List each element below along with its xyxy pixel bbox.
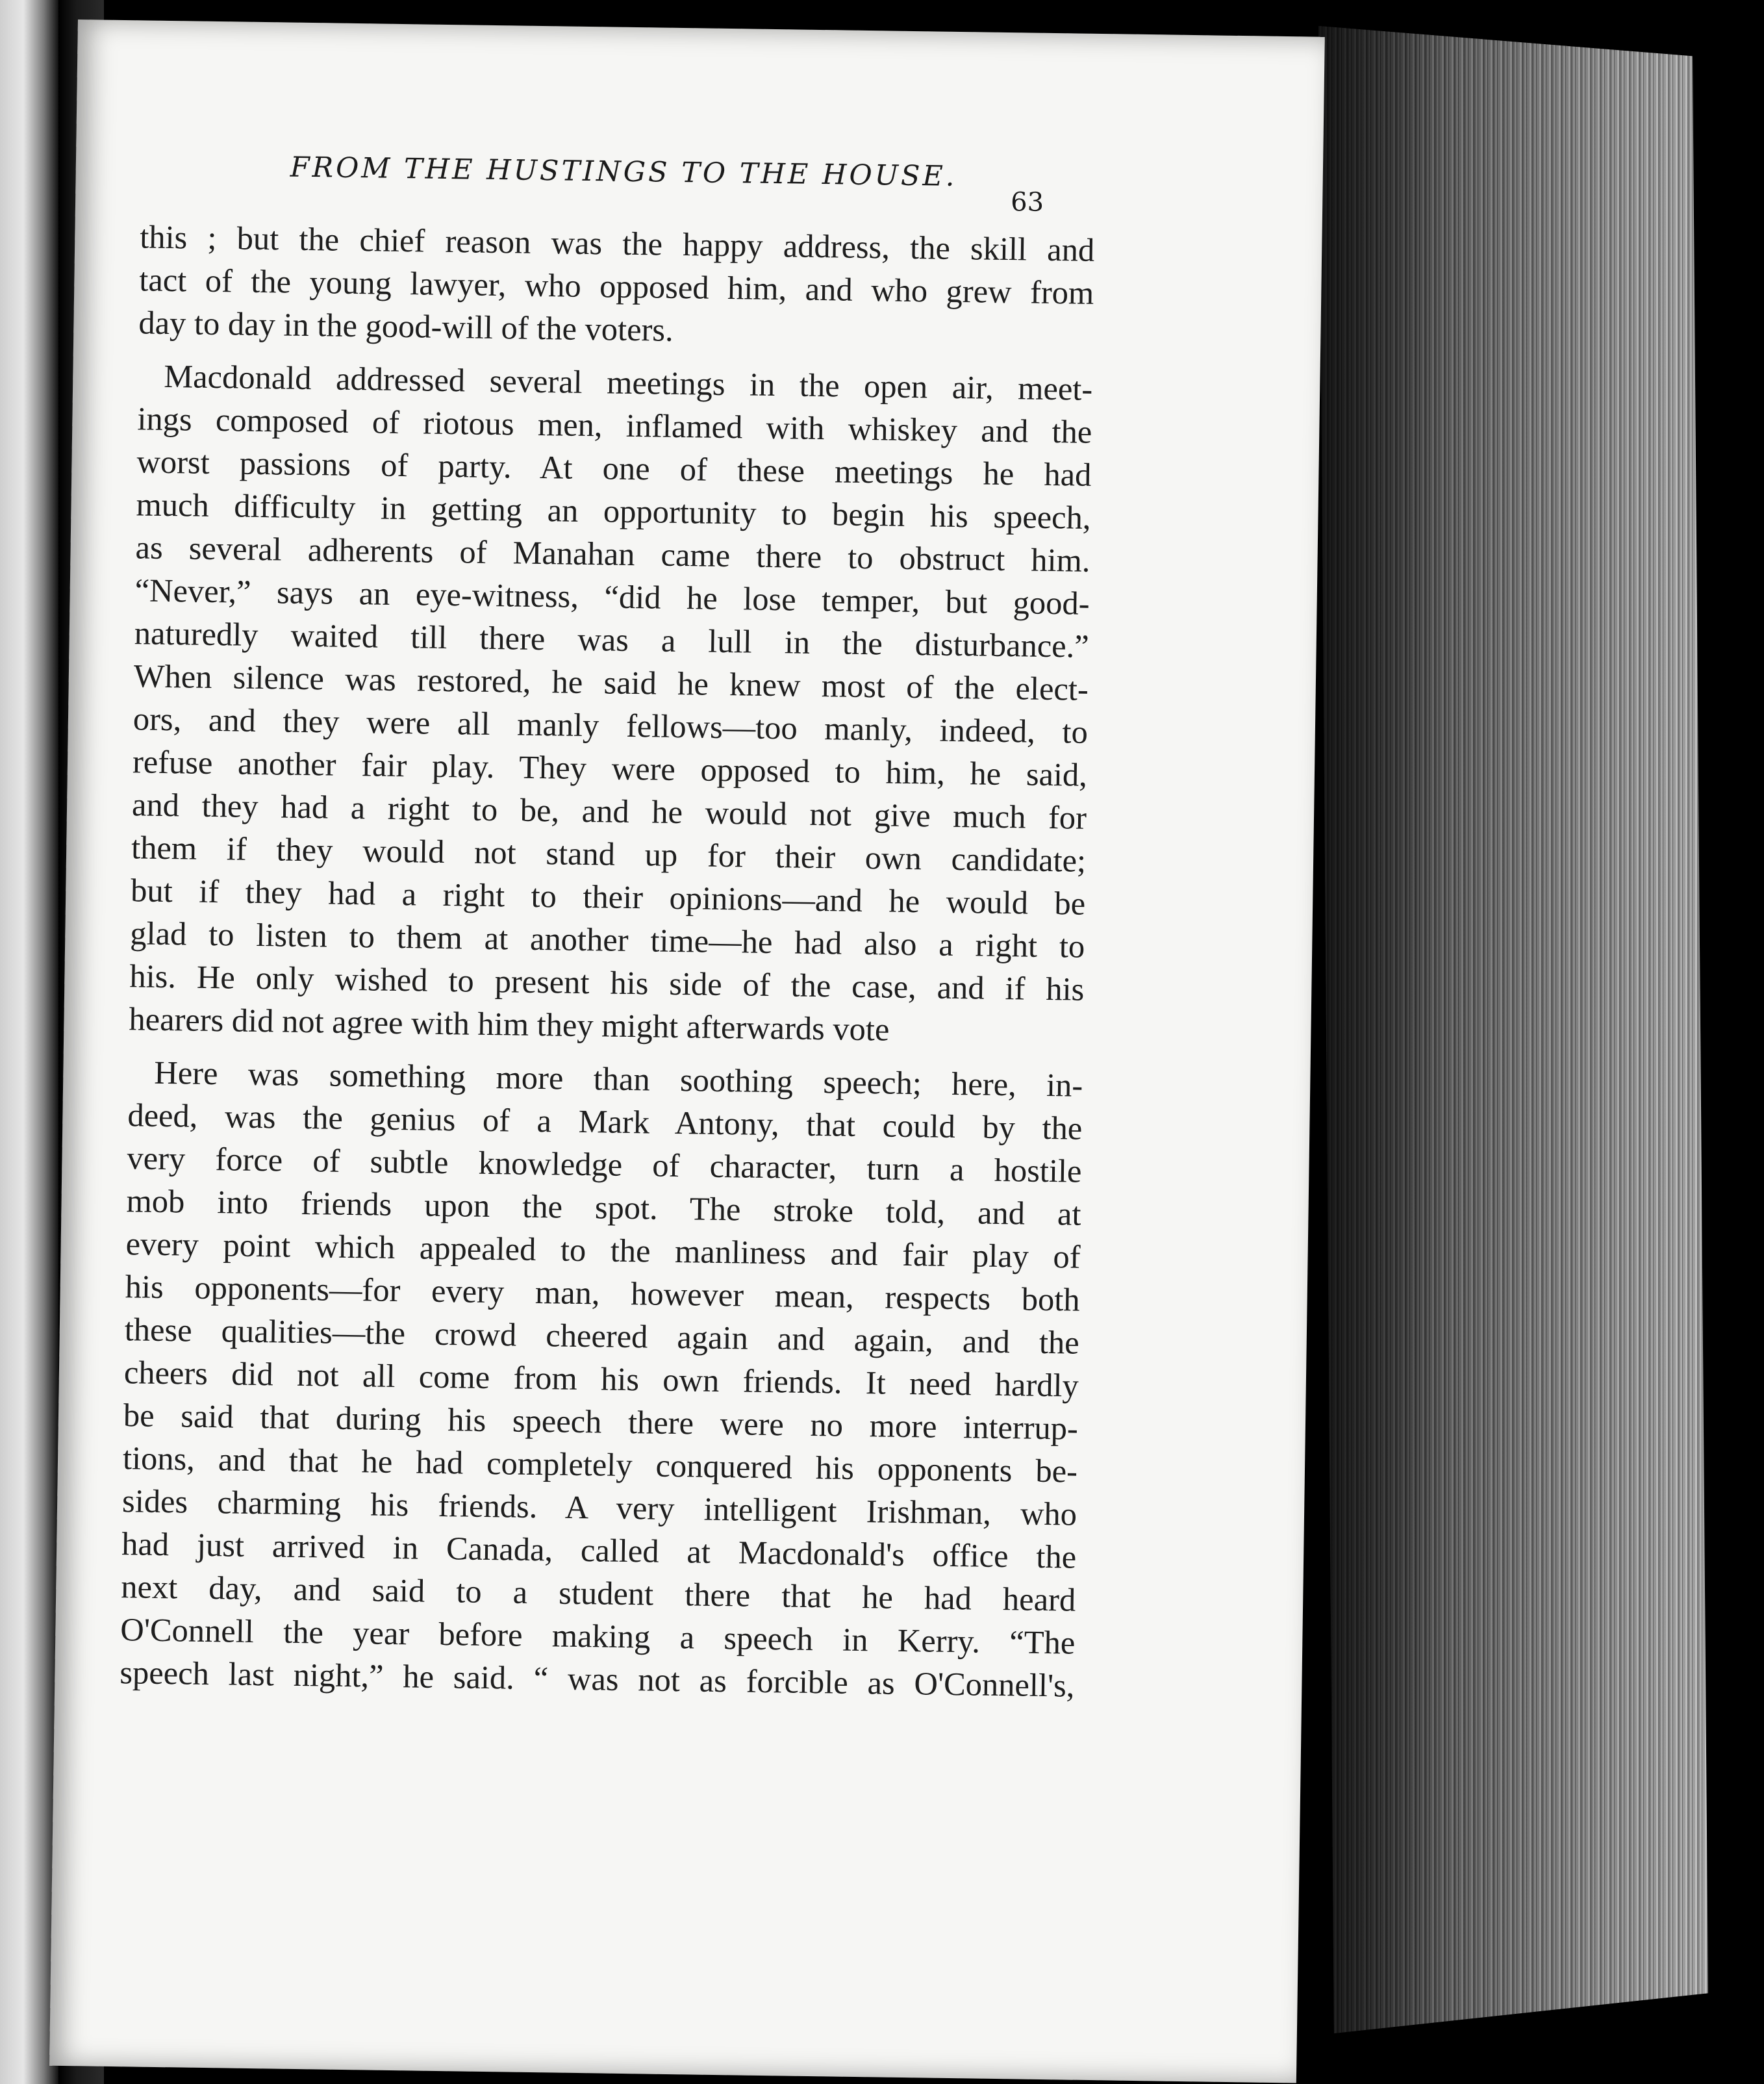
text-line: cheers did not all come from his own friends. It need hardly (123, 1354, 1079, 1404)
facing-page-edge (0, 0, 58, 2084)
page-edge-shading (1318, 26, 1708, 2033)
text-line: his. He only wished to present his side of the case, and if his (129, 958, 1085, 1008)
body-text (120, 215, 1095, 1707)
text-line: speech last night,” he said. “ was not as forcible as O'Connell's, (120, 1654, 1075, 1704)
text-line: deed, was the genius of a Mark Antony, that could by the (127, 1097, 1083, 1147)
paragraph-1 (138, 215, 1095, 357)
text-line: next day, and said to a student there that he had heard (120, 1568, 1076, 1618)
text-line: much difficulty in getting an opportunity to begin his speech, (136, 486, 1091, 536)
running-head: FROM THE HUSTINGS TO THE HOUSE. (290, 151, 957, 193)
text-line: When silence was restored, he said he knew most of the elect- (133, 657, 1089, 707)
text-line: “Never,” says an eye-witness, “did he lose temper, but good- (134, 572, 1090, 622)
text-line: but if they had a right to their opinions—and he would be (130, 872, 1086, 922)
text-line: glad to listen to them at another time—he had also a right to (129, 915, 1085, 965)
text-line: ors, and they were all manly fellows—too manly, indeed, to (132, 700, 1089, 750)
text-line: every point which appealed to the manliness and fair play of (125, 1225, 1081, 1275)
text-line: day to day in the good-will of the voters. (138, 304, 674, 348)
page-number: 63 (1010, 187, 1044, 218)
text-line: these qualities—the crowd cheered again and again, and the (124, 1311, 1080, 1361)
text-line: had just arrived in Canada, called at Macdonald's office the (121, 1525, 1077, 1575)
text-line: his opponents—for every man, however mean, respects both (125, 1268, 1081, 1318)
text-line: and they had a right to be, and he would not give much for (131, 786, 1087, 836)
text-line: worst passions of party. At one of these meetings he had (136, 443, 1092, 493)
text-line: O'Connell the year before making a speech in Kerry. “The (120, 1611, 1076, 1661)
text-line: ings composed of riotous men, inflamed with whiskey and the (137, 400, 1092, 450)
text-line: very force of subtle knowledge of character, turn a hostile (127, 1139, 1082, 1189)
paragraph-3 (120, 1050, 1083, 1707)
text-line: Macdonald addressed several meetings in the open air, meet- (163, 357, 1093, 407)
paragraph-2 (129, 354, 1093, 1053)
text-line: this ; but the chief reason was the happy address, the skill and (139, 218, 1095, 268)
text-line: Here was something more than soothing speech; here, in- (153, 1054, 1083, 1104)
text-line: tact of the young lawyer, who opposed him, and who grew from (139, 261, 1094, 311)
text-line: hearers did not agree with him they might afterwards vote (129, 1000, 890, 1048)
text-line: sides charming his friends. A very intelligent Irishman, who (121, 1482, 1077, 1532)
text-line: them if they would not stand up for their own candidate; (131, 829, 1087, 879)
text-line: naturedly waited till there was a lull in the disturbance.” (134, 615, 1090, 665)
text-line: mob into friends upon the spot. The stroke told, and at (126, 1182, 1081, 1232)
text-line: be said that during his speech there were no more interrup- (123, 1397, 1079, 1447)
text-line: refuse another fair play. They were opposed to him, he said, (132, 743, 1088, 793)
text-line: tions, and that he had completely conquered his opponents be- (122, 1440, 1078, 1490)
text-line: as several adherents of Manahan came there to obstruct him. (135, 529, 1090, 579)
book-page (49, 19, 1325, 2083)
